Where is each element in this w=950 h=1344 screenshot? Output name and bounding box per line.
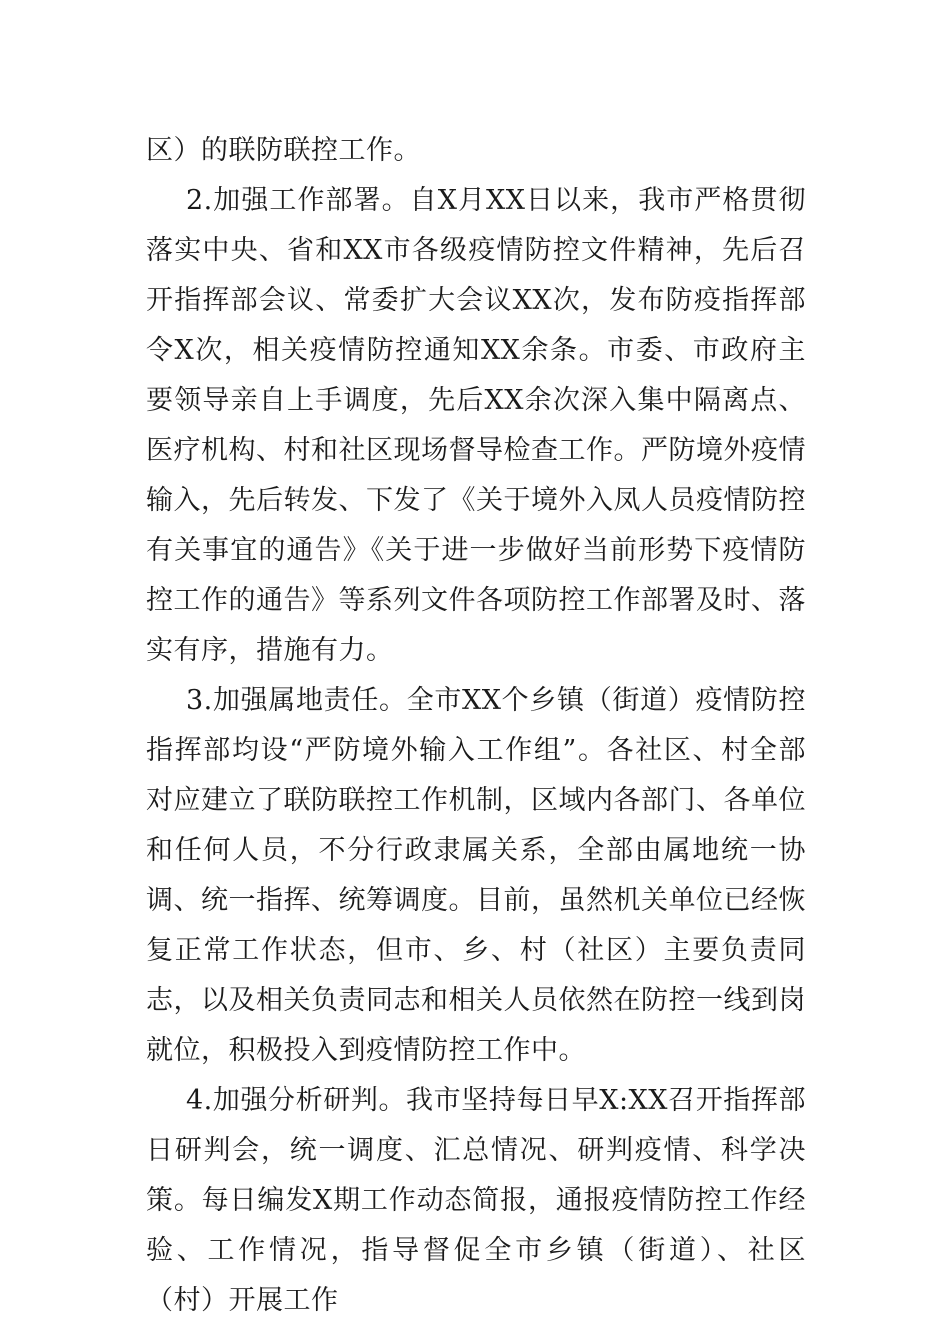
paragraph-item-4: 4.加强分析研判。我市坚持每日早X:XX召开指挥部日研判会，统一调度、汇总情况、研判疫情、科学决策。每日编发X期工作动态简报，通报疫情防控工作经验、工作情况，指导督促全市乡镇（街道）、社区（村）开展工作	[146, 1085, 806, 1316]
paragraph-item-3: 3.加强属地责任。全市XX个乡镇（街道）疫情防控指挥部均设“严防境外输入工作组”。各社区、村全部对应建立了联防联控工作机制，区域内各部门、各单位和任何人员，不分行政隶属关系，全部由属地统一协调、统一指挥、统筹调度。目前，虽然机关单位已经恢复正常工作状态，但市、乡、村（社区）主要负责同志，以及相关负责同志和相关人员依然在防控一线到岗就位，积极投入到疫情防控工作中。	[146, 685, 806, 1066]
body-text	[146, 126, 806, 1326]
paragraph-continuation: 区）的联防联控工作。	[146, 135, 421, 166]
paragraph-item-2: 2.加强工作部署。自X月XX日以来，我市严格贯彻落实中央、省和XX市各级疫情防控文件精神，先后召开指挥部会议、常委扩大会议XX次，发布防疫指挥部令X次，相关疫情防控通知XX余条。市委、市政府主要领导亲自上手调度，先后XX余次深入集中隔离点、医疗机构、村和社区现场督导检查工作。严防境外疫情输入，先后转发、下发了《关于境外入凤人员疫情防控有关事宜的通告》《关于进一步做好当前形势下疫情防控工作的通告》等系列文件各项防控工作部署及时、落实有序，措施有力。	[146, 185, 806, 666]
